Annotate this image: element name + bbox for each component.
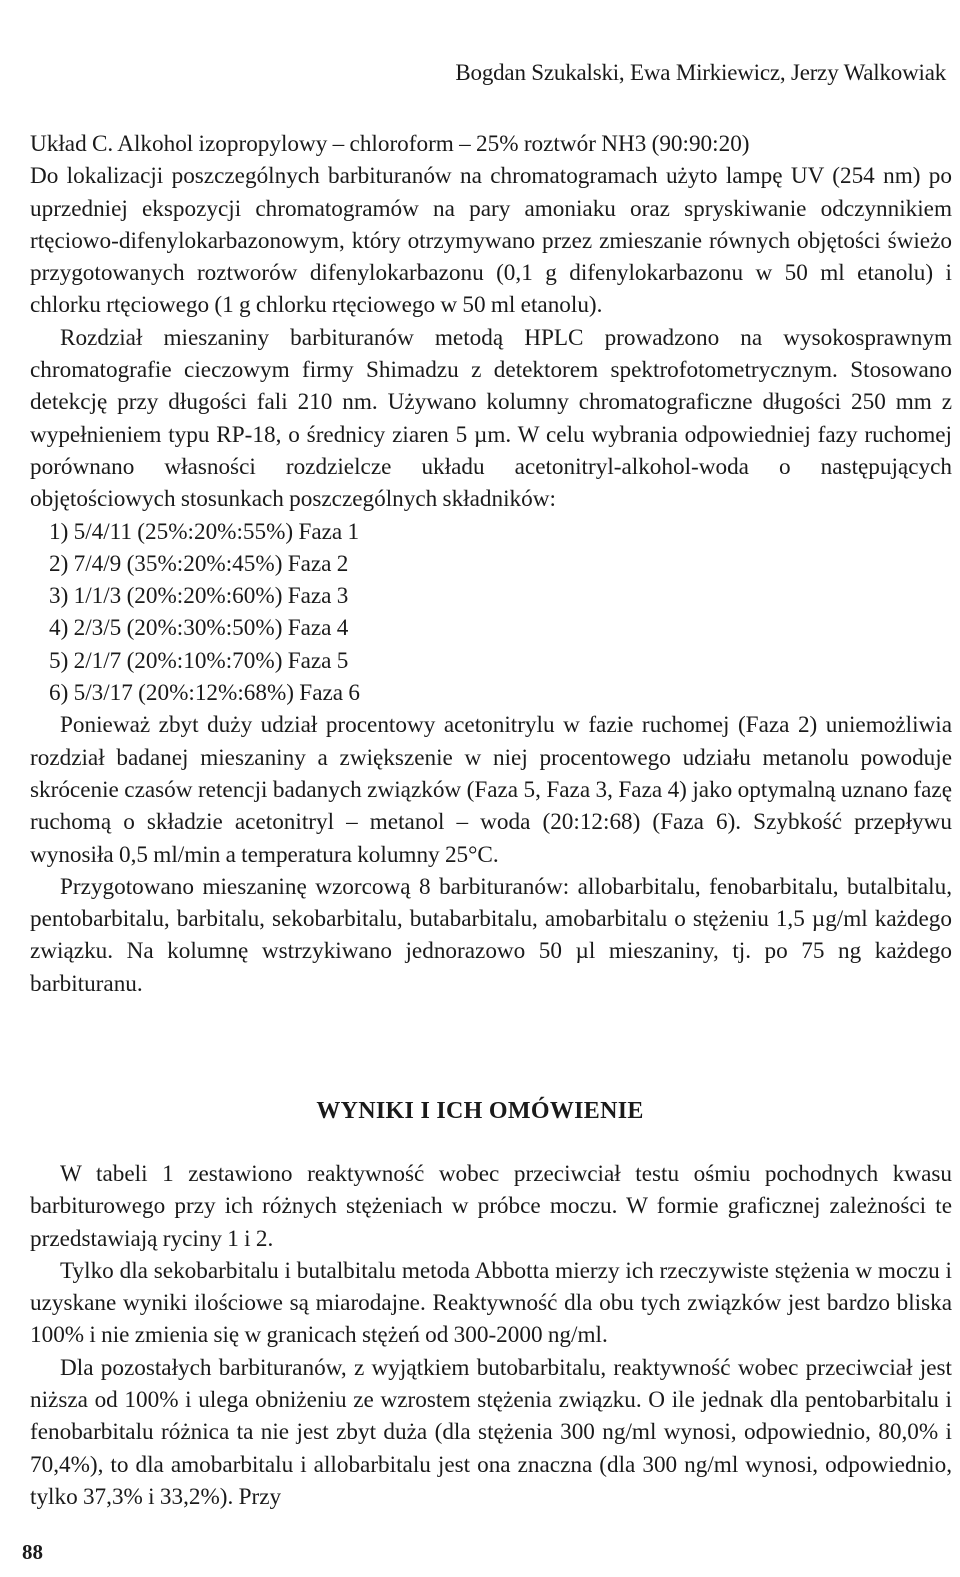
phase-list-item: 2) 7/4/9 (35%:20%:45%) Faza 2 [49,550,349,577]
page-number: 88 [22,1540,43,1564]
phase-list-item: 3) 1/1/3 (20%:20%:60%) Faza 3 [49,583,349,610]
phase-list-item: 1) 5/4/11 (25%:20%:55%) Faza 1 [49,518,360,545]
paragraph-hplc: Rozdział mieszaniny barbituranów metodą HPLC prowadzono na wysokosprawnym chromatografie cieczowym firmy Shimadzu z detektorem spektrofotometrycznym. Stosowano detekcję przy długości fali 210 nm. Używano kolumny chromatograficzne długości 250 mm z wypełnieniem typu RP-18, o średnicy ziaren 5 µm. W celu wybrania odpowiedniej fazy ruchomej porównano własności rozdzielcze układu acetonitryl-alkohol-woda o następujących objętościowych stosunkach poszczególnych składników: [30,324,952,513]
paragraph-other-barbiturates: Dla pozostałych barbituranów, z wyjątkiem butobarbitalu, reaktywność wobec przeciwciał jest niższa od 100% i ulega obniżeniu ze wzrostem stężenia związku. O ile jednak dla pentobarbitalu i fenobarbitalu różnica ta nie jest zbyt duża (dla stężenia 300 ng/ml wynosi, odpowiednio, 80,0% i 70,4%), to dla amobarbitalu i allobarbitalu jest ona znaczna (dla 300 ng/ml wynosi, odpowiednio, tylko 37,3% i 33,2%). Przy [30,1354,952,1510]
phase-list-item: 6) 5/3/17 (20%:12%:68%) Faza 6 [49,680,360,707]
paragraph-system-c: Układ C. Alkohol izopropylowy – chloroform – 25% roztwór NH3 (90:90:20) [30,131,750,157]
section-heading: WYNIKI I ICH OMÓWIENIE [316,1098,644,1124]
paragraph-table-1: W tabeli 1 zestawiono reaktywność wobec przeciwciał testu ośmiu pochodnych kwasu barbiturowego przy ich różnych stężeniach w próbce moczu. W formie graficznej zależności te przedstawiają ryciny 1 i 2. [30,1161,952,1252]
phase-list-item: 5) 2/1/7 (20%:10%:70%) Faza 5 [49,647,349,674]
paragraph-localization: Do lokalizacji poszczególnych barbituranów na chromatogramach użyto lampę UV (254 nm) po uprzedniej ekspozycji chromatogramów na pary amoniaku oraz spryskiwanie odczynnikiem rtęciowo-difenylokarbazonowym, który otrzymywano przez zmieszanie równych objętości świeżo przygotowanych roztworów difenylokarbazonu (0,1 g difenylokarbazonu w 50 ml etanolu) i chlorku rtęciowego (1 g chlorku rtęciowego w 50 ml etanolu). [30,163,952,319]
paragraph-optimal-phase: Ponieważ zbyt duży udział procentowy acetonitrylu w fazie ruchomej (Faza 2) uniemożliwia rozdział badanej mieszaniny a zwiększenie w niej procentowego udziału metanolu powoduje skrócenie czasów retencji badanych związków (Faza 5, Faza 3, Faza 4) jako optymalną uznano fazę ruchomą o składzie acetonitryl – metanol – woda (20:12:68) (Faza 6). Szybkość przepływu wynosiła 0,5 ml/min a temperatura kolumny 25°C. [30,712,952,868]
body-text-results [30,1158,952,1513]
phase-list-item: 4) 2/3/5 (20%:30%:50%) Faza 4 [49,615,349,642]
paragraph-standard-mixture: Przygotowano mieszaninę wzorcową 8 barbituranów: allobarbitalu, fenobarbitalu, butalbitalu, pentobarbitalu, barbitalu, sekobarbitalu, butabarbitalu, amobarbitalu o stężeniu 1,5 µg/ml każdego związku. Na kolumnę wstrzykiwano jednorazowo 50 µl mieszaniny, tj. po 75 ng każdego barbituranu. [30,873,952,997]
running-head-authors: Bogdan Szukalski, Ewa Mirkiewicz, Jerzy Walkowiak [455,60,946,85]
paragraph-secobarbital: Tylko dla sekobarbitalu i butalbitalu metoda Abbotta mierzy ich rzeczywiste stężenia w moczu i uzyskane wyniki ilościowe są miarodajne. Reaktywność dla obu tych związków jest bardzo bliska 100% i nie zmienia się w granicach stężeń od 300-2000 ng/ml. [30,1257,952,1349]
body-text-top [30,128,952,1000]
